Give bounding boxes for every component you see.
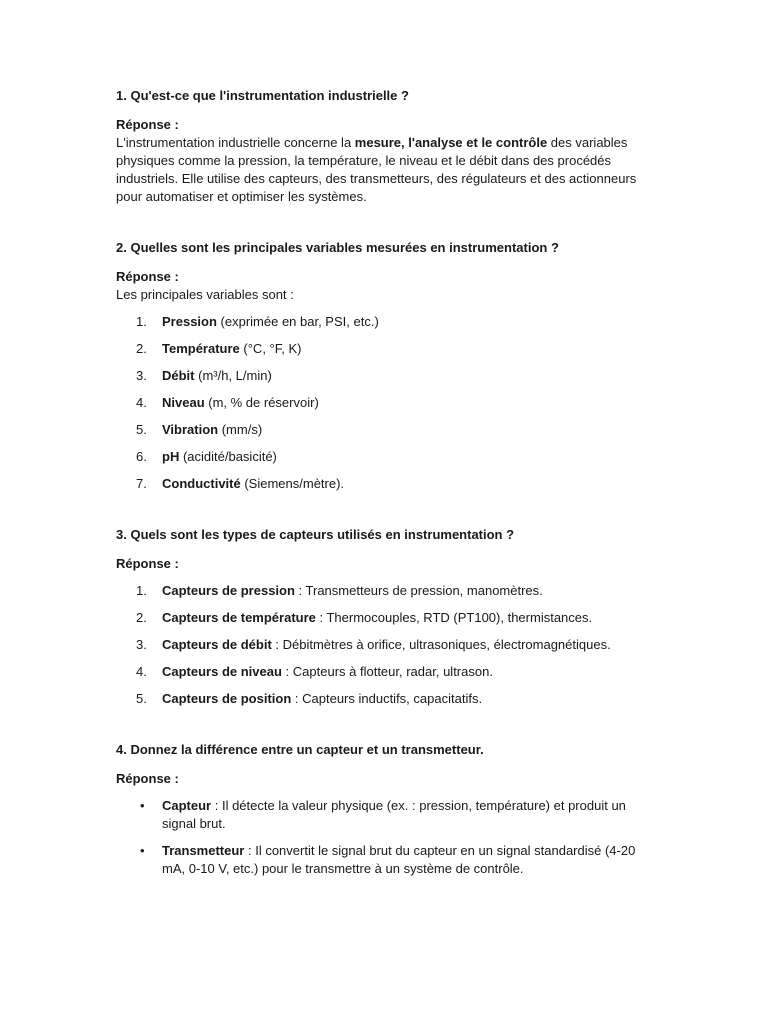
list-item: [116, 842, 644, 878]
bullet-icon: •: [140, 798, 145, 813]
list-item-term: Capteurs de position: [162, 691, 292, 706]
question-section-1: [116, 87, 644, 206]
list-item: [116, 609, 644, 627]
list-item-desc: : Capteurs inductifs, capacitatifs.: [291, 691, 483, 706]
list-item-desc: : Il détecte la valeur physique (ex. : pression, température) et produit un signal brut.: [162, 798, 626, 831]
answer-label-2: Réponse :: [116, 269, 179, 284]
list-item: [116, 475, 644, 493]
list-item-term: Pression: [162, 314, 217, 329]
list-item-term: Température: [162, 341, 240, 356]
list-item: [116, 797, 644, 833]
list-item: [116, 663, 644, 681]
list-number: 3.: [136, 368, 147, 383]
document-page: [116, 87, 644, 887]
list-number: 3.: [136, 637, 147, 652]
question-title-3: 3. Quels sont les types de capteurs utilisés en instrumentation ?: [116, 527, 515, 542]
list-item-term: Vibration: [162, 422, 219, 437]
list-item-term: Capteurs de température: [162, 610, 316, 625]
question-section-4: [116, 741, 644, 878]
answer-text-after: des variables physiques comme la pression, la température, le niveau et le débit dans des procédés industriels. Elle utilise des capteurs, des transmetteurs, des régulateurs et des actionneurs pour automatiser et optimiser les systèmes.: [116, 135, 637, 204]
answer-label-4: Réponse :: [116, 771, 179, 786]
list-item-term: pH: [162, 449, 180, 464]
answer-text-bold: mesure, l'analyse et le contrôle: [354, 135, 548, 150]
question-title-4: 4. Donnez la différence entre un capteur et un transmetteur.: [116, 742, 484, 757]
list-item-desc: : Il convertit le signal brut du capteur en un signal standardisé (4-20 mA, 0-10 V, etc.) pour le transmettre à un système de contrôle.: [162, 843, 636, 876]
answer-intro-2: Les principales variables sont :: [116, 287, 294, 302]
list-item-desc: (exprimée en bar, PSI, etc.): [216, 314, 379, 329]
list-item-term: Capteur: [162, 798, 212, 813]
list-item-desc: (acidité/basicité): [179, 449, 277, 464]
question-title-2: 2. Quelles sont les principales variables mesurées en instrumentation ?: [116, 240, 559, 255]
list-item-desc: : Transmetteurs de pression, manomètres.: [294, 583, 543, 598]
question-section-3: [116, 526, 644, 708]
list-number: 7.: [136, 476, 147, 491]
list-number: 2.: [136, 610, 147, 625]
answer-paragraph-1: [116, 134, 644, 206]
list-item: [116, 394, 644, 412]
question-section-2: [116, 239, 644, 493]
list-item: [116, 636, 644, 654]
list-item-desc: : Débitmètres à orifice, ultrasoniques, électromagnétiques.: [271, 637, 611, 652]
list-item-desc: : Thermocouples, RTD (PT100), thermistances.: [315, 610, 593, 625]
list-item: [116, 582, 644, 600]
list-number: 1.: [136, 583, 147, 598]
list-item-term: Niveau: [162, 395, 205, 410]
list-item: [116, 313, 644, 331]
list-number: 6.: [136, 449, 147, 464]
list-item-desc: (m, % de réservoir): [204, 395, 319, 410]
list-item-term: Capteurs de débit: [162, 637, 272, 652]
list-number: 1.: [136, 314, 147, 329]
list-number: 5.: [136, 691, 147, 706]
list-item: [116, 340, 644, 358]
list-item-term: Capteurs de pression: [162, 583, 295, 598]
list-item-term: Capteurs de niveau: [162, 664, 282, 679]
variables-list: [116, 313, 644, 493]
list-item: [116, 367, 644, 385]
list-item-term: Débit: [162, 368, 195, 383]
answer-label-3: Réponse :: [116, 556, 179, 571]
list-item: [116, 421, 644, 439]
list-item: [116, 448, 644, 466]
difference-bullet-list: [116, 797, 644, 878]
list-item-term: Transmetteur: [162, 843, 245, 858]
list-number: 4.: [136, 395, 147, 410]
list-item-term: Conductivité: [162, 476, 241, 491]
sensor-types-list: [116, 582, 644, 708]
answer-label-1: Réponse :: [116, 117, 179, 132]
list-number: 4.: [136, 664, 147, 679]
list-item-desc: (°C, °F, K): [239, 341, 302, 356]
list-item: [116, 690, 644, 708]
question-title-1: 1. Qu'est-ce que l'instrumentation industrielle ?: [116, 88, 409, 103]
list-number: 2.: [136, 341, 147, 356]
list-item-desc: (Siemens/mètre).: [240, 476, 345, 491]
bullet-icon: •: [140, 843, 145, 858]
answer-text-before: L'instrumentation industrielle concerne la: [116, 135, 355, 150]
list-item-desc: (mm/s): [218, 422, 263, 437]
list-number: 5.: [136, 422, 147, 437]
list-item-desc: : Capteurs à flotteur, radar, ultrason.: [281, 664, 493, 679]
list-item-desc: (m³/h, L/min): [194, 368, 272, 383]
